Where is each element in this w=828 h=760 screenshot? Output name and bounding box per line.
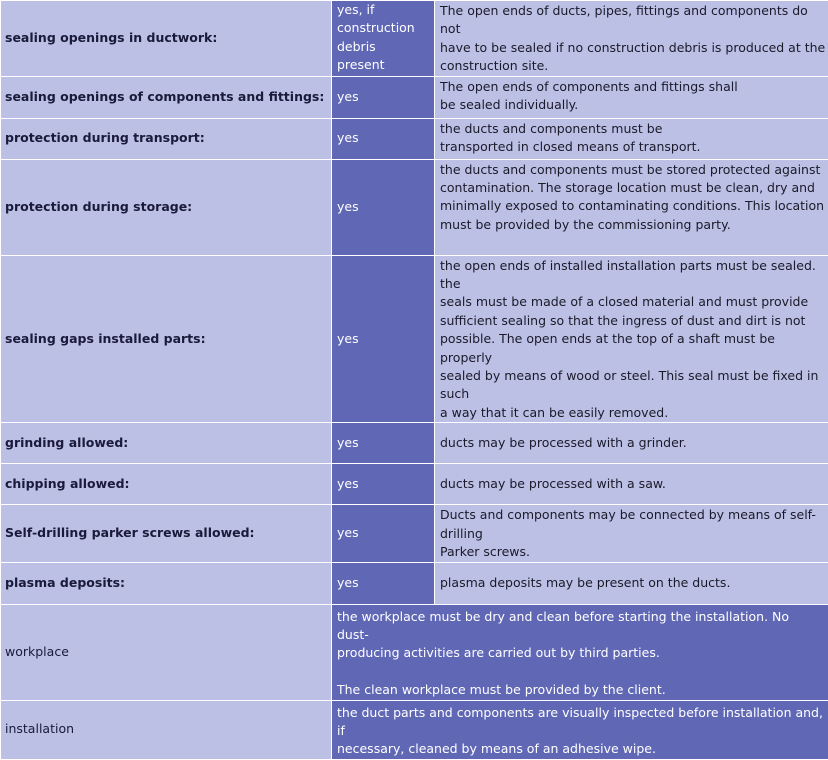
table-row: [1, 505, 828, 562]
table-row: [1, 700, 828, 759]
row-label: grinding allowed:: [1, 423, 332, 464]
table-row: [1, 604, 828, 700]
installation-label: installation: [1, 700, 332, 759]
workplace-label: workplace: [1, 604, 332, 700]
row-value: yes: [332, 562, 435, 604]
row-label: plasma deposits:: [1, 562, 332, 604]
installation-text: the duct parts and components are visually inspected before installation and, if necessary, cleaned by means of an adhesive wipe.: [332, 700, 828, 759]
row-value: yes: [332, 255, 435, 423]
table-row: [1, 562, 828, 604]
table-row: [1, 76, 828, 118]
row-value: yes: [332, 464, 435, 505]
table-row: [1, 159, 828, 255]
row-label: sealing openings of components and fittings:: [1, 76, 332, 118]
row-note: Ducts and components may be connected by means of self-drilling Parker screws.: [435, 505, 828, 562]
table-row: [1, 464, 828, 505]
row-value: yes: [332, 423, 435, 464]
workplace-text: the workplace must be dry and clean before starting the installation. No dust- producing activities are carried out by third parties. The clean workplace must be provided by the client.: [332, 604, 828, 700]
table-row: [1, 255, 828, 423]
row-label: sealing gaps installed parts:: [1, 255, 332, 423]
row-label: protection during transport:: [1, 118, 332, 159]
row-value: yes: [332, 159, 435, 255]
row-label: chipping allowed:: [1, 464, 332, 505]
row-note: the open ends of installed installation parts must be sealed. the seals must be made of a closed material and must provide sufficient sealing so that the ingress of dust and dirt is not possible. The open ends at the top of a shaft must be properly sealed by means of wood or steel. This seal must be fixed in such a way that it can be easily removed.: [435, 255, 828, 423]
row-label: Self-drilling parker screws allowed:: [1, 505, 332, 562]
row-value: yes: [332, 505, 435, 562]
row-note: the ducts and components must be transported in closed means of transport.: [435, 118, 828, 159]
row-label: sealing openings in ductwork:: [1, 1, 332, 77]
row-label: protection during storage:: [1, 159, 332, 255]
row-note: The open ends of ducts, pipes, fittings and components do not have to be sealed if no construction debris is produced at the construction site.: [435, 1, 828, 77]
table-row: [1, 423, 828, 464]
row-value: yes, if construction debris present: [332, 1, 435, 77]
table-row: [1, 1, 828, 77]
row-value: yes: [332, 118, 435, 159]
row-value: yes: [332, 76, 435, 118]
row-note: The open ends of components and fittings shall be sealed individually.: [435, 76, 828, 118]
row-note: the ducts and components must be stored protected against contamination. The storage location must be clean, dry and minimally exposed to contaminating conditions. This location must be provided by the commissioning party.: [435, 159, 828, 255]
row-note: ducts may be processed with a grinder.: [435, 423, 828, 464]
table-row: [1, 118, 828, 159]
row-note: ducts may be processed with a saw.: [435, 464, 828, 505]
row-note: plasma deposits may be present on the ducts.: [435, 562, 828, 604]
